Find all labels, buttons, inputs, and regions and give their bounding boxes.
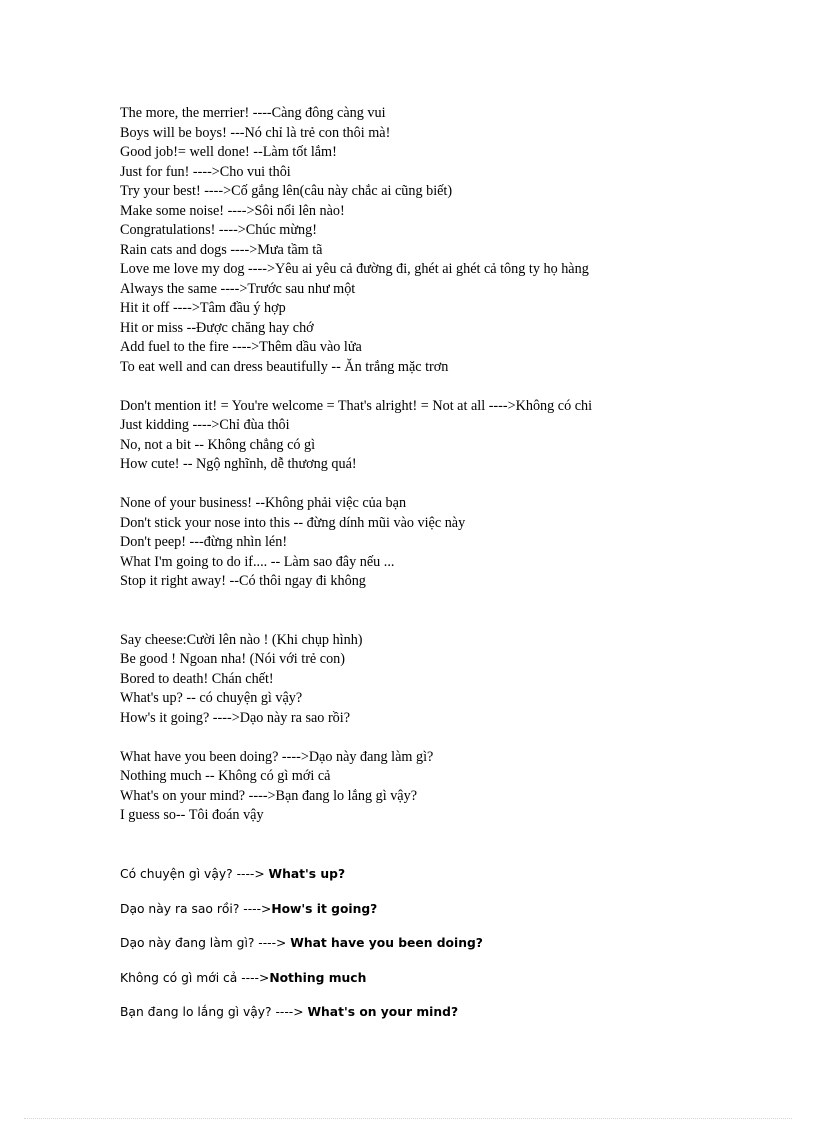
blank-line (120, 728, 780, 748)
page-bottom-divider (24, 1118, 792, 1119)
phrase-line: Stop it right away! --Có thôi ngay đi không (120, 573, 366, 589)
phrase-line: How's it going? ---->Dạo này ra sao rồi? (120, 709, 350, 726)
phrase-line: Always the same ---->Trước sau như một (120, 280, 356, 297)
phrase-list (120, 104, 780, 826)
blank-line (120, 377, 780, 397)
phrase-line: Try your best! ---->Cố gắng lên(câu này chắc ai cũng biết) (120, 183, 453, 199)
summary-row (120, 1002, 780, 1037)
phrase-line: I guess so-- Tôi đoán vậy (120, 807, 264, 823)
phrase-line: What's up? -- có chuyện gì vậy? (120, 690, 303, 706)
summary-list (120, 864, 780, 1037)
phrase-line: What I'm going to do if.... -- Làm sao đây nếu ... (120, 553, 395, 570)
summary-vietnamese: Dạo này ra sao rồi? ----> (120, 901, 272, 916)
phrase-line: Make some noise! ---->Sôi nổi lên nào! (120, 202, 345, 219)
phrase-line: Be good ! Ngoan nha! (Nói với trẻ con) (120, 651, 345, 667)
phrase-line: Don't stick your nose into this -- đừng dính mũi vào việc này (120, 514, 466, 531)
summary-row (120, 899, 780, 934)
phrase-line: Hit or miss --Được chăng hay chớ (120, 319, 314, 336)
phrase-line: To eat well and can dress beautifully -- Ăn trắng mặc trơn (120, 358, 449, 375)
summary-vietnamese: Không có gì mới cả ----> (120, 970, 270, 985)
phrase-line: No, not a bit -- Không chẳng có gì (120, 436, 316, 453)
summary-english: What's up? (268, 867, 346, 881)
phrase-line: How cute! -- Ngộ nghĩnh, dễ thương quá! (120, 456, 357, 472)
summary-vietnamese: Bạn đang lo lắng gì vậy? ----> (120, 1005, 308, 1019)
phrase-line: Nothing much -- Không có gì mới cả (120, 768, 331, 784)
phrase-line: Rain cats and dogs ---->Mưa tầm tã (120, 241, 323, 258)
summary-row (120, 933, 780, 968)
phrase-line: Just for fun! ---->Cho vui thôi (120, 163, 291, 180)
phrase-line: Say cheese:Cười lên nào ! (Khi chụp hình) (120, 631, 363, 648)
phrase-line: Bored to death! Chán chết! (120, 670, 274, 687)
phrase-line: The more, the merrier! ----Càng đông càng vui (120, 105, 386, 121)
summary-english: Nothing much (269, 970, 367, 985)
phrase-line: Congratulations! ---->Chúc mừng! (120, 222, 317, 238)
phrase-line: What have you been doing? ---->Dạo này đang làm gì? (120, 748, 434, 765)
phrase-line: None of your business! --Không phải việc của bạn (120, 495, 407, 511)
phrase-line: Just kidding ---->Chỉ đùa thôi (120, 417, 290, 433)
summary-row (120, 968, 780, 1003)
blank-line (120, 475, 780, 495)
phrase-line: Don't mention it! = You're welcome = That's alright! = Not at all ---->Không có chi (120, 397, 593, 414)
summary-row (120, 864, 780, 899)
summary-english: How's it going? (271, 901, 378, 916)
phrase-line: Love me love my dog ---->Yêu ai yêu cả đường đi, ghét ai ghét cả tông ty họ hàng (120, 261, 589, 277)
phrase-line: Hit it off ---->Tâm đầu ý hợp (120, 300, 286, 316)
summary-english: What's on your mind? (307, 1005, 459, 1019)
phrase-line: Don't peep! ---đừng nhìn lén! (120, 534, 288, 550)
blank-line (120, 592, 780, 631)
summary-vietnamese: Dạo này đang làm gì? ----> (120, 936, 291, 950)
summary-vietnamese: Có chuyện gì vậy? ----> (120, 867, 269, 881)
phrase-line: What's on your mind? ---->Bạn đang lo lắng gì vậy? (120, 787, 417, 804)
phrase-line: Boys will be boys! ---Nó chỉ là trẻ con thôi mà! (120, 124, 391, 141)
phrase-line: Add fuel to the fire ---->Thêm dầu vào lửa (120, 339, 362, 355)
summary-english: What have you been doing? (290, 936, 483, 950)
phrase-line: Good job!= well done! --Làm tốt lắm! (120, 144, 337, 160)
